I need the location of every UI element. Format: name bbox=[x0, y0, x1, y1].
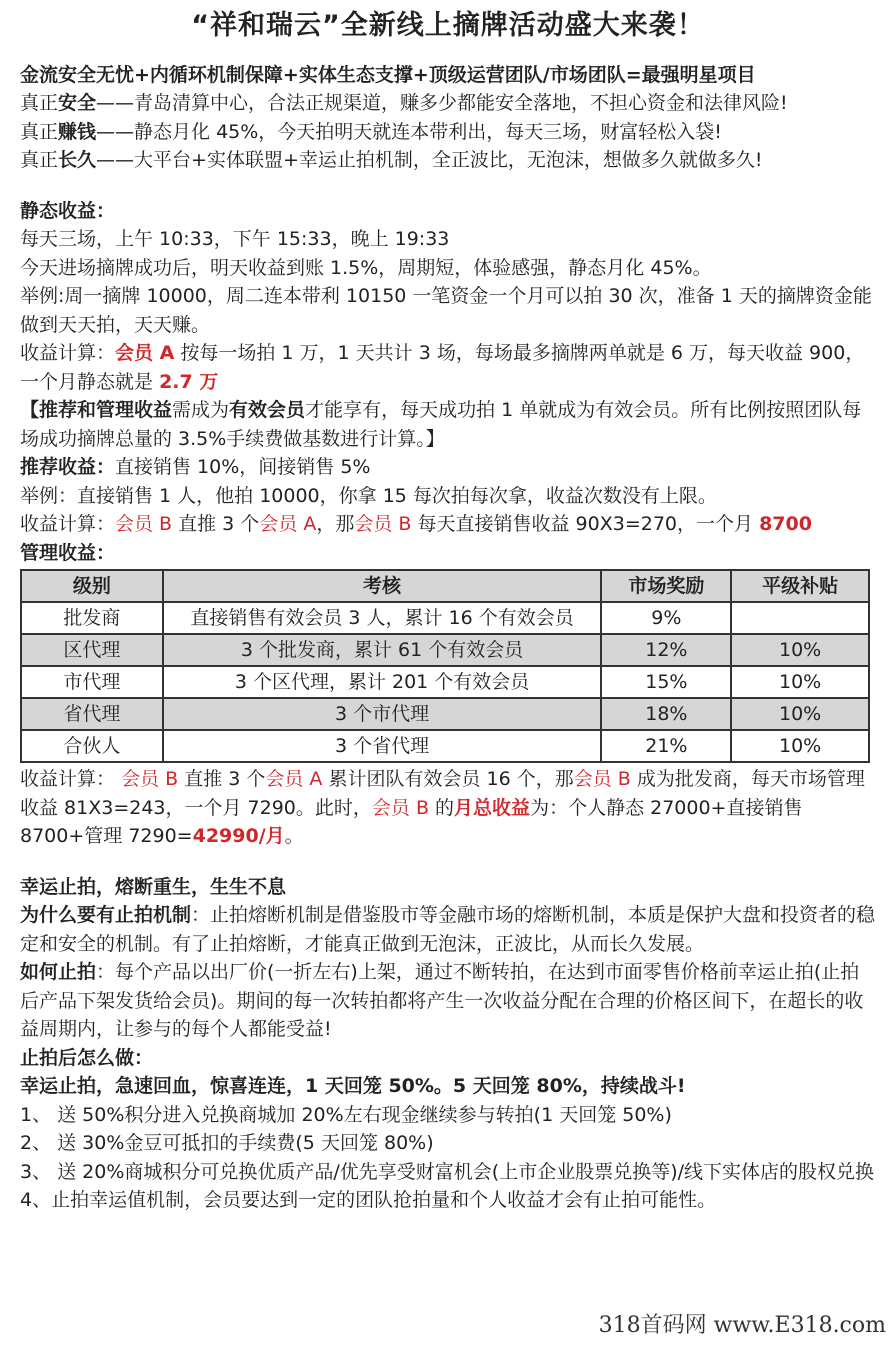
management-table bbox=[20, 569, 870, 763]
intro-line-safety: 真正安全——青岛清算中心，合法正规渠道，赚多少都能安全落地，不担心资金和法律风险! bbox=[20, 92, 788, 114]
list-item: 3、 送 20%商城积分可兑换优质产品/优先享受财富机会(上市企业股票兑换等)/线下实体店的股权兑换 bbox=[20, 1160, 875, 1183]
intro-line-profit: 真正赚钱——静态月化 45%，今天拍明天就连本带利出，每天三场，财富轻松入袋! bbox=[20, 120, 722, 143]
list-item: 2、 送 30%金豆可抵扣的手续费(5 天回笼 80%) bbox=[20, 1132, 434, 1154]
lucky-why: 为什么要有止拍机制：止拍熔断机制是借鉴股市等金融市场的熔断机制，本质是保护大盘和投资者的稳定和安全的机制。有了止拍熔断，才能真正做到无泡沫，正波比，从而长久发展。 bbox=[20, 904, 876, 955]
table-row bbox=[21, 666, 869, 698]
referral-example: 举例：直接销售 1 人，他拍 10000，你拿 15 每次拍每次拿，收益次数没有上限。 bbox=[20, 484, 717, 507]
table-cell: 区代理 bbox=[21, 634, 163, 666]
table-cell: 21% bbox=[601, 730, 731, 762]
table-cell: 15% bbox=[601, 666, 731, 698]
table-cell: 直接销售有效会员 3 人，累计 16 个有效会员 bbox=[163, 602, 602, 634]
after-stop-slogan: 幸运止拍，急速回血，惊喜连连，1 天回笼 50%。5 天回笼 80%，持续战斗! bbox=[20, 1075, 686, 1097]
table-row bbox=[21, 730, 869, 762]
management-heading: 管理收益： bbox=[20, 541, 116, 564]
static-schedule: 每天三场，上午 10:33，下午 15:33，晚上 19:33 bbox=[20, 228, 450, 250]
after-stop-heading: 止拍后怎么做： bbox=[20, 1046, 154, 1069]
table-cell: 市代理 bbox=[21, 666, 163, 698]
eligibility-notice: 【推荐和管理收益需成为有效会员才能享有，每天成功拍 1 单就成为有效会员。所有比例按照团队每场成功摘牌总量的 3.5%手续费做基数进行计算。】 bbox=[20, 399, 862, 450]
static-example: 举例:周一摘牌 10000，周二连本带利 10150 一笔资金一个月可以拍 30 次，准备 1 天的摘牌资金能做到天天拍，天天赚。 bbox=[20, 285, 872, 336]
table-cell: 3 个批发商，累计 61 个有效会员 bbox=[163, 634, 602, 666]
table-cell: 10% bbox=[731, 666, 869, 698]
table-cell: 10% bbox=[731, 698, 869, 730]
table-cell: 合伙人 bbox=[21, 730, 163, 762]
table-cell: 3 个区代理，累计 201 个有效会员 bbox=[163, 666, 602, 698]
column-header-level: 级别 bbox=[21, 570, 163, 602]
table-cell bbox=[731, 602, 869, 634]
table-cell: 9% bbox=[601, 602, 731, 634]
table-cell: 省代理 bbox=[21, 698, 163, 730]
static-rate: 今天进场摘牌成功后，明天收益到账 1.5%，周期短，体验感强，静态月化 45%。 bbox=[20, 256, 712, 279]
table-row bbox=[21, 602, 869, 634]
column-header-market-reward: 市场奖励 bbox=[601, 570, 731, 602]
column-header-criteria: 考核 bbox=[163, 570, 602, 602]
static-calculation: 收益计算：会员 A 按每一场拍 1 万，1 天共计 3 场，每场最多摘牌两单就是 6 万，每天收益 900，一个月静态就是 2.7 万 bbox=[20, 342, 865, 393]
table-header-row bbox=[21, 570, 869, 602]
page-title: “祥和瑞云”全新线上摘牌活动盛大来袭！ bbox=[191, 10, 705, 41]
table-cell: 3 个省代理 bbox=[163, 730, 602, 762]
lucky-how: 如何止拍：每个产品以出厂价(一折左右)上架，通过不断转拍，在达到市面零售价格前幸运止拍(止拍后产品下架发货给会员)。期间的每一次转拍都将产生一次收益分配在合理的价格区间下，在超长的收益周期内，让参与的每个人都能受益! bbox=[20, 961, 864, 1040]
management-calculation: 收益计算： 会员 B 直推 3 个会员 A 累计团队有效会员 16 个，那会员 B 成为批发商，每天市场管理收益 81X3=243，一个月 7290。此时，会员 B 的月总收益为：个人静态 27000+直接销售 8700+管理 7290=42990/月。 bbox=[20, 768, 865, 847]
table-cell: 3 个市代理 bbox=[163, 698, 602, 730]
static-heading: 静态收益： bbox=[20, 199, 116, 222]
table-row bbox=[21, 634, 869, 666]
table-cell: 批发商 bbox=[21, 602, 163, 634]
table-cell: 12% bbox=[601, 634, 731, 666]
list-item: 1、 送 50%积分进入兑换商城加 20%左右现金继续参与转拍(1 天回笼 50%) bbox=[20, 1103, 672, 1126]
watermark: 318首码网 www.E318.com bbox=[595, 1309, 890, 1342]
intro-headline: 金流安全无忧+内循环机制保障+实体生态支撑+顶级运营团队/市场团队=最强明星项目 bbox=[20, 63, 756, 86]
column-header-peer-subsidy: 平级补贴 bbox=[731, 570, 869, 602]
referral-rates: 推荐收益：直接销售 10%，间接销售 5% bbox=[20, 456, 371, 478]
table-row bbox=[21, 698, 869, 730]
intro-line-longterm: 真正长久——大平台+实体联盟+幸运止拍机制，全正波比，无泡沫，想做多久就做多久! bbox=[20, 149, 763, 171]
lucky-heading: 幸运止拍，熔断重生，生生不息 bbox=[20, 875, 287, 898]
referral-calculation: 收益计算：会员 B 直推 3 个会员 A，那会员 B 每天直接销售收益 90X3=270，一个月 8700 bbox=[20, 513, 812, 535]
table-cell: 18% bbox=[601, 698, 731, 730]
table-cell: 10% bbox=[731, 730, 869, 762]
list-item: 4、止拍幸运值机制，会员要达到一定的团队抢拍量和个人收益才会有止拍可能性。 bbox=[20, 1189, 717, 1211]
table-cell: 10% bbox=[731, 634, 869, 666]
